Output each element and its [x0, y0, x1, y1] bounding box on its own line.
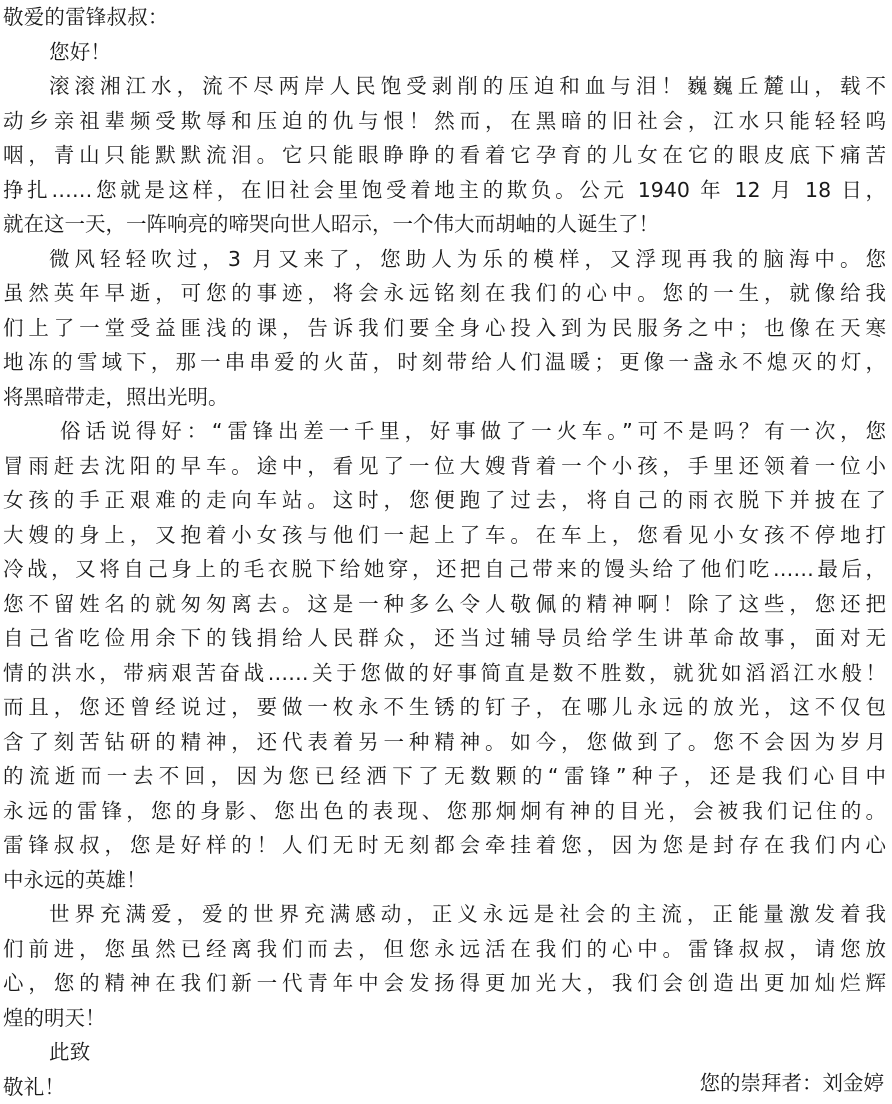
paragraph-1-line: 就在这一天，一阵响亮的啼哭向世人昭示，一个伟大而胡岫的人诞生了！	[3, 207, 886, 242]
paragraph-3-line: 永远的雷锋，您的身影、您出色的表现、您那炯炯有神的目光，会被我们记住的。	[3, 794, 886, 829]
paragraph-1-line: 挣扎……您就是这样，在旧社会里饱受着地主的欺负。公元 1940 年 12 月 18 日，	[3, 173, 886, 208]
paragraph-3-line: 您不留姓名的就匆匆离去。这是一种多么令人敬佩的精神啊！除了这些，您还把	[3, 587, 886, 622]
closing-line-2: 敬礼！	[3, 1070, 886, 1104]
paragraph-2-line: 地冻的雪域下，那一串串爱的火苗，时刻带给人们温暖；更像一盏永不熄灭的灯，	[3, 345, 886, 380]
salutation: 敬爱的雷锋叔叔：	[3, 0, 886, 35]
paragraph-3-line: 大嫂的身上，又抱着小女孩与他们一起上了车。在车上，您看见小女孩不停地打	[3, 518, 886, 553]
greeting: 您好！	[3, 35, 886, 70]
paragraph-1-line: 滚滚湘江水，流不尽两岸人民饱受剥削的压迫和血与泪！巍巍丘麓山，载不	[3, 69, 886, 104]
paragraph-2-line: 们上了一堂受益匪浅的课，告诉我们要全身心投入到为民服务之中；也像在天寒	[3, 311, 886, 346]
paragraph-2-line: 虽然英年早逝，可您的事迹，将会永远铭刻在我们的心中。您的一生，就像给我	[3, 276, 886, 311]
closing-line-1: 此致	[3, 1035, 886, 1070]
paragraph-3-line: 冷战，又将自己身上的毛衣脱下给她穿，还把自己带来的馒头给了他们吃……最后，	[3, 552, 886, 587]
paragraph-4	[3, 897, 886, 1035]
paragraph-3-line: 含了刻苦钻研的精神，还代表着另一种精神。如今，您做到了。您不会因为岁月	[3, 725, 886, 760]
paragraph-2	[3, 242, 886, 415]
paragraph-1-line: 动乡亲祖辈频受欺辱和压迫的仇与恨！然而，在黑暗的旧社会，江水只能轻轻呜	[3, 104, 886, 139]
paragraph-3-line: 中永远的英雄！	[3, 863, 886, 898]
paragraph-4-line: 心，您的精神在我们新一代青年中会发扬得更加光大，我们会创造出更加灿烂辉	[3, 966, 886, 1001]
paragraph-4-line: 世界充满爱，爱的世界充满感动，正义永远是社会的主流，正能量激发着我	[3, 897, 886, 932]
paragraph-3	[3, 414, 886, 897]
paragraph-3-line: 情的洪水，带病艰苦奋战……关于您做的好事简直是数不胜数，就犹如滔滔江水般！	[3, 656, 886, 691]
signature: 您的崇拜者：刘金婷	[700, 1066, 885, 1100]
paragraph-4-line: 们前进，您虽然已经离我们而去，但您永远活在我们的心中。雷锋叔叔，请您放	[3, 932, 886, 967]
paragraph-3-line: 的流逝而一去不回，因为您已经洒下了无数颗的“雷锋”种子，还是我们心目中	[3, 759, 886, 794]
paragraph-3-line: 自己省吃俭用余下的钱捐给人民群众，还当过辅导员给学生讲革命故事，面对无	[3, 621, 886, 656]
paragraph-2-line: 微风轻轻吹过，3 月又来了，您助人为乐的模样，又浮现再我的脑海中。您	[3, 242, 886, 277]
paragraph-1	[3, 69, 886, 242]
paragraph-4-line: 煌的明天！	[3, 1001, 886, 1036]
paragraph-1-line: 咽，青山只能默默流泪。它只能眼睁睁的看着它孕育的儿女在它的眼皮底下痛苦	[3, 138, 886, 173]
paragraph-2-line: 将黑暗带走，照出光明。	[3, 380, 886, 415]
paragraph-3-line: 女孩的手正艰难的走向车站。这时，您便跑了过去，将自己的雨衣脱下并披在了	[3, 483, 886, 518]
paragraph-3-line: 俗话说得好：“雷锋出差一千里，好事做了一火车。”可不是吗？有一次，您	[3, 414, 886, 449]
paragraph-3-line: 雷锋叔叔，您是好样的！人们无时无刻都会牵挂着您，因为您是封存在我们内心	[3, 828, 886, 863]
paragraph-3-line: 而且，您还曾经说过，要做一枚永不生锈的钉子，在哪儿永远的放光，这不仅包	[3, 690, 886, 725]
paragraph-3-line: 冒雨赶去沈阳的早车。途中，看见了一位大嫂背着一个小孩，手里还领着一位小	[3, 449, 886, 484]
